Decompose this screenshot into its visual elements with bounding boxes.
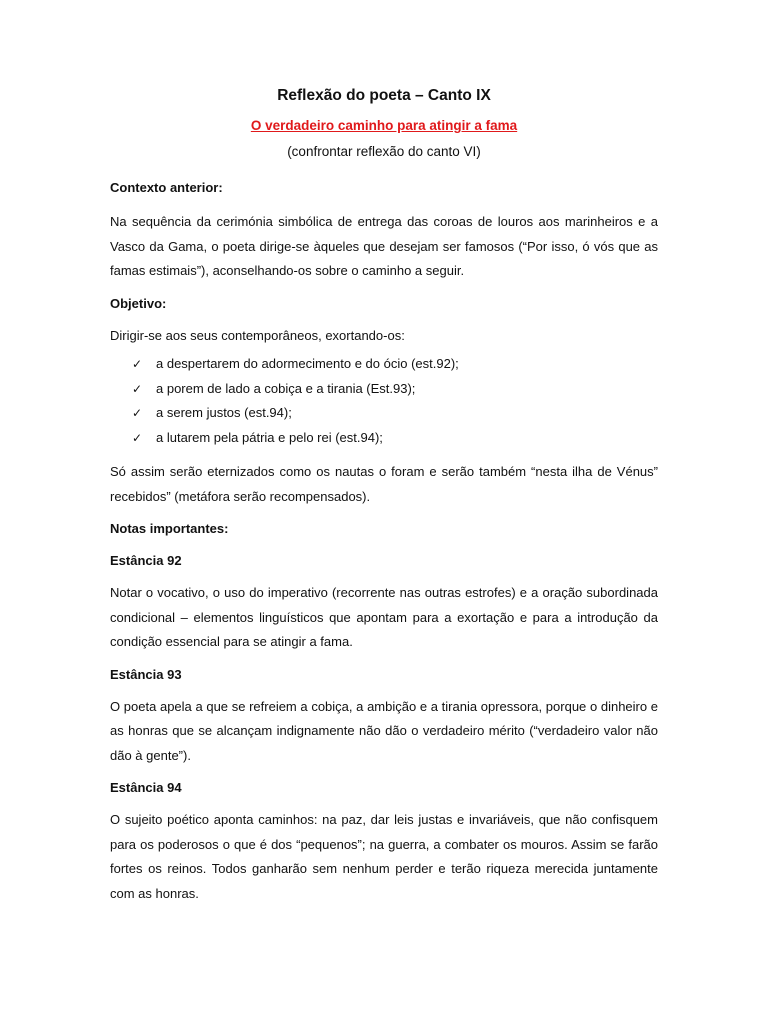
check-icon: ✓ bbox=[132, 430, 143, 445]
estancia-93-heading: Estância 93 bbox=[110, 666, 182, 682]
list-item-text: a porem de lado a cobiça e a tirania (Est.93); bbox=[156, 380, 416, 396]
check-icon: ✓ bbox=[132, 406, 143, 420]
objetivo-conclusion: Só assim serão eternizados como os nautas o foram e serão também “nesta ilha de Vénus” recebidos” (metáfora serão recompensados). bbox=[110, 464, 658, 504]
estancia-93-text: O poeta apela a que se refreiem a cobiça, a ambição e a tirania opressora, porque o dinheiro e as honras que se alcançam indignamente não dão o verdadeiro mérito (“verdadeiro valor não dão à gente”). bbox=[110, 698, 658, 763]
list-item bbox=[132, 352, 658, 377]
estancia-92-heading: Estância 92 bbox=[110, 553, 182, 568]
list-item-text: a despertarem do adormecimento e do ócio (est.92); bbox=[156, 356, 459, 371]
notas-heading: Notas importantes: bbox=[110, 521, 229, 536]
page-title: Reflexão do poeta – Canto IX bbox=[277, 87, 491, 104]
objetivo-intro: Dirigir-se aos seus contemporâneos, exortando-os: bbox=[110, 327, 405, 343]
page-note: (confrontar reflexão do canto VI) bbox=[287, 144, 481, 159]
estancia-92-text: Notar o vocativo, o uso do imperativo (recorrente nas outras estrofes) e a oração subordinada condicional – elementos linguísticos que apontam para a exortação e para a introdução da condição essencial para se atingir a fama. bbox=[110, 585, 658, 649]
list-item bbox=[132, 401, 658, 426]
estancia-94-text: O sujeito poético aponta caminhos: na paz, dar leis justas e invariáveis, que não confisquem para os poderosos o que é dos “pequenos”; na guerra, a combater os mouros. Assim se farão fortes os reinos. Todos ganharão sem nenhum perder e terão riqueza merecida juntamente com as honras. bbox=[110, 812, 658, 901]
list-item bbox=[132, 377, 658, 402]
check-icon: ✓ bbox=[132, 357, 143, 371]
check-icon: ✓ bbox=[132, 381, 143, 396]
list-item bbox=[132, 426, 658, 451]
contexto-heading: Contexto anterior: bbox=[110, 180, 223, 195]
objetivo-heading: Objetivo: bbox=[110, 295, 167, 311]
list-item-text: a serem justos (est.94); bbox=[156, 405, 292, 420]
objetivo-list bbox=[110, 352, 658, 450]
list-item-text: a lutarem pela pátria e pelo rei (est.94); bbox=[156, 429, 383, 445]
estancia-94-heading: Estância 94 bbox=[110, 780, 182, 795]
contexto-text: Na sequência da cerimónia simbólica de entrega das coroas de louros aos marinheiros e a Vasco da Gama, o poeta dirige-se àqueles que desejam ser famosos (“Por isso, ó vós que as famas estimais”), aconselhando-os sobre o caminho a seguir. bbox=[110, 214, 658, 278]
page-subtitle: O verdadeiro caminho para atingir a fama bbox=[250, 118, 518, 133]
